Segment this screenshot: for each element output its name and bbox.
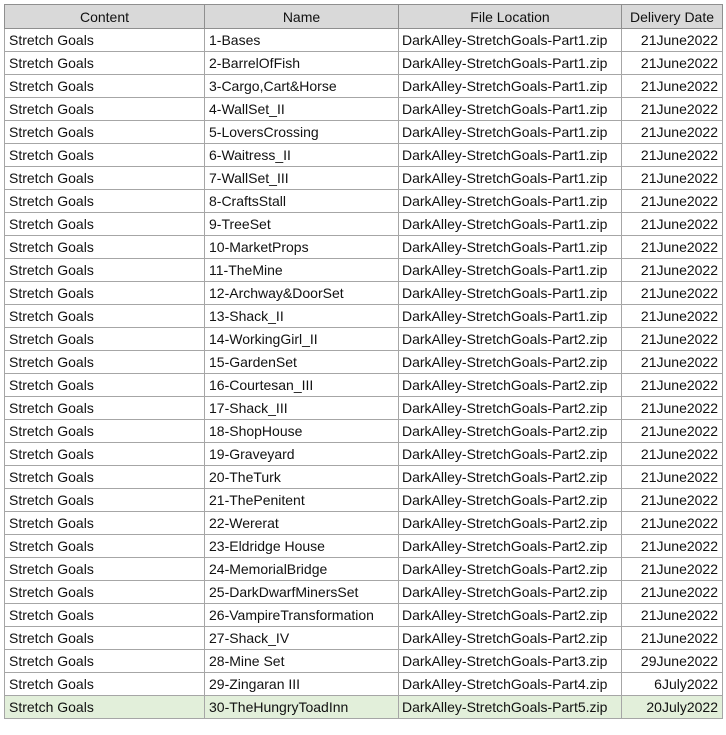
cell-delivery-date[interactable]: 21June2022 — [622, 52, 723, 75]
cell-file-location[interactable]: DarkAlley-StretchGoals-Part4.zip — [399, 673, 622, 696]
cell-name[interactable]: 28-Mine Set — [205, 650, 399, 673]
cell-name[interactable]: 22-Wererat — [205, 512, 399, 535]
cell-file-location[interactable]: DarkAlley-StretchGoals-Part2.zip — [399, 443, 622, 466]
cell-file-location[interactable]: DarkAlley-StretchGoals-Part2.zip — [399, 328, 622, 351]
cell-content[interactable]: Stretch Goals — [5, 167, 205, 190]
cell-file-location[interactable]: DarkAlley-StretchGoals-Part2.zip — [399, 420, 622, 443]
cell-delivery-date[interactable]: 21June2022 — [622, 558, 723, 581]
cell-file-location[interactable]: DarkAlley-StretchGoals-Part2.zip — [399, 627, 622, 650]
cell-name[interactable]: 30-TheHungryToadInn — [205, 696, 399, 719]
cell-file-location[interactable]: DarkAlley-StretchGoals-Part1.zip — [399, 190, 622, 213]
delivery-table-container — [4, 4, 722, 719]
cell-file-location[interactable]: DarkAlley-StretchGoals-Part2.zip — [399, 535, 622, 558]
cell-name[interactable]: 24-MemorialBridge — [205, 558, 399, 581]
cell-name[interactable]: 8-CraftsStall — [205, 190, 399, 213]
cell-content[interactable]: Stretch Goals — [5, 98, 205, 121]
cell-delivery-date[interactable]: 21June2022 — [622, 259, 723, 282]
cell-content[interactable]: Stretch Goals — [5, 282, 205, 305]
cell-name[interactable]: 29-Zingaran III — [205, 673, 399, 696]
cell-file-location[interactable]: DarkAlley-StretchGoals-Part1.zip — [399, 144, 622, 167]
table-row[interactable] — [5, 673, 723, 696]
cell-delivery-date[interactable]: 20July2022 — [622, 696, 723, 719]
cell-file-location[interactable]: DarkAlley-StretchGoals-Part2.zip — [399, 581, 622, 604]
cell-name[interactable]: 9-TreeSet — [205, 213, 399, 236]
cell-delivery-date[interactable]: 21June2022 — [622, 167, 723, 190]
cell-file-location[interactable]: DarkAlley-StretchGoals-Part1.zip — [399, 305, 622, 328]
cell-file-location[interactable]: DarkAlley-StretchGoals-Part1.zip — [399, 282, 622, 305]
cell-name[interactable]: 23-Eldridge House — [205, 535, 399, 558]
table-row[interactable] — [5, 29, 723, 52]
cell-delivery-date[interactable]: 21June2022 — [622, 144, 723, 167]
cell-content[interactable]: Stretch Goals — [5, 512, 205, 535]
cell-file-location[interactable]: DarkAlley-StretchGoals-Part2.zip — [399, 512, 622, 535]
cell-content[interactable]: Stretch Goals — [5, 213, 205, 236]
cell-name[interactable]: 1-Bases — [205, 29, 399, 52]
cell-name[interactable]: 12-Archway&DoorSet — [205, 282, 399, 305]
cell-name[interactable]: 11-TheMine — [205, 259, 399, 282]
table-row[interactable] — [5, 259, 723, 282]
table-row[interactable] — [5, 236, 723, 259]
table-row[interactable] — [5, 604, 723, 627]
cell-file-location[interactable]: DarkAlley-StretchGoals-Part1.zip — [399, 98, 622, 121]
cell-delivery-date[interactable]: 21June2022 — [622, 604, 723, 627]
table-row[interactable] — [5, 121, 723, 144]
cell-file-location[interactable]: DarkAlley-StretchGoals-Part1.zip — [399, 167, 622, 190]
table-row[interactable] — [5, 489, 723, 512]
cell-content[interactable]: Stretch Goals — [5, 696, 205, 719]
table-row[interactable] — [5, 581, 723, 604]
cell-content[interactable]: Stretch Goals — [5, 75, 205, 98]
cell-name[interactable]: 14-WorkingGirl_II — [205, 328, 399, 351]
table-body — [5, 29, 723, 719]
cell-content[interactable]: Stretch Goals — [5, 29, 205, 52]
table-row[interactable] — [5, 98, 723, 121]
table-row[interactable] — [5, 213, 723, 236]
cell-delivery-date[interactable]: 21June2022 — [622, 443, 723, 466]
table-row[interactable] — [5, 420, 723, 443]
cell-delivery-date[interactable]: 21June2022 — [622, 29, 723, 52]
cell-content[interactable]: Stretch Goals — [5, 259, 205, 282]
cell-file-location[interactable]: DarkAlley-StretchGoals-Part2.zip — [399, 558, 622, 581]
table-row[interactable] — [5, 466, 723, 489]
cell-delivery-date[interactable]: 21June2022 — [622, 466, 723, 489]
cell-content[interactable]: Stretch Goals — [5, 466, 205, 489]
cell-content[interactable]: Stretch Goals — [5, 328, 205, 351]
cell-delivery-date[interactable]: 29June2022 — [622, 650, 723, 673]
table-row[interactable] — [5, 52, 723, 75]
cell-name[interactable]: 26-VampireTransformation — [205, 604, 399, 627]
cell-content[interactable]: Stretch Goals — [5, 397, 205, 420]
table-row[interactable] — [5, 305, 723, 328]
cell-file-location[interactable]: DarkAlley-StretchGoals-Part1.zip — [399, 52, 622, 75]
cell-file-location[interactable]: DarkAlley-StretchGoals-Part2.zip — [399, 397, 622, 420]
cell-name[interactable]: 20-TheTurk — [205, 466, 399, 489]
cell-delivery-date[interactable]: 21June2022 — [622, 397, 723, 420]
cell-delivery-date[interactable]: 21June2022 — [622, 282, 723, 305]
cell-file-location[interactable]: DarkAlley-StretchGoals-Part2.zip — [399, 604, 622, 627]
cell-name[interactable]: 4-WallSet_II — [205, 98, 399, 121]
cell-delivery-date[interactable]: 21June2022 — [622, 190, 723, 213]
cell-content[interactable]: Stretch Goals — [5, 581, 205, 604]
delivery-table — [4, 4, 723, 719]
cell-file-location[interactable]: DarkAlley-StretchGoals-Part3.zip — [399, 650, 622, 673]
table-row[interactable] — [5, 627, 723, 650]
cell-content[interactable]: Stretch Goals — [5, 535, 205, 558]
cell-delivery-date[interactable]: 21June2022 — [622, 512, 723, 535]
table-row[interactable] — [5, 167, 723, 190]
cell-name[interactable]: 10-MarketProps — [205, 236, 399, 259]
table-header-row — [5, 5, 723, 29]
column-header-file-location[interactable]: File Location — [399, 5, 622, 29]
cell-name[interactable]: 7-WallSet_III — [205, 167, 399, 190]
table-row[interactable] — [5, 397, 723, 420]
table-row[interactable] — [5, 144, 723, 167]
table-row[interactable] — [5, 374, 723, 397]
table-row[interactable] — [5, 328, 723, 351]
cell-content[interactable]: Stretch Goals — [5, 351, 205, 374]
table-row[interactable] — [5, 512, 723, 535]
cell-file-location[interactable]: DarkAlley-StretchGoals-Part1.zip — [399, 236, 622, 259]
cell-name[interactable]: 13-Shack_II — [205, 305, 399, 328]
cell-content[interactable]: Stretch Goals — [5, 558, 205, 581]
cell-delivery-date[interactable]: 21June2022 — [622, 121, 723, 144]
cell-delivery-date[interactable]: 21June2022 — [622, 627, 723, 650]
cell-delivery-date[interactable]: 21June2022 — [622, 535, 723, 558]
table-row[interactable] — [5, 282, 723, 305]
cell-content[interactable]: Stretch Goals — [5, 604, 205, 627]
cell-content[interactable]: Stretch Goals — [5, 52, 205, 75]
cell-file-location[interactable]: DarkAlley-StretchGoals-Part1.zip — [399, 121, 622, 144]
cell-name[interactable]: 3-Cargo,Cart&Horse — [205, 75, 399, 98]
table-row[interactable] — [5, 75, 723, 98]
cell-name[interactable]: 21-ThePenitent — [205, 489, 399, 512]
cell-delivery-date[interactable]: 21June2022 — [622, 351, 723, 374]
table-row[interactable] — [5, 351, 723, 374]
cell-delivery-date[interactable]: 21June2022 — [622, 75, 723, 98]
cell-content[interactable]: Stretch Goals — [5, 443, 205, 466]
cell-content[interactable]: Stretch Goals — [5, 627, 205, 650]
table-row[interactable] — [5, 535, 723, 558]
cell-delivery-date[interactable]: 21June2022 — [622, 213, 723, 236]
cell-content[interactable]: Stretch Goals — [5, 236, 205, 259]
cell-content[interactable]: Stretch Goals — [5, 305, 205, 328]
cell-delivery-date[interactable]: 6July2022 — [622, 673, 723, 696]
cell-name[interactable]: 27-Shack_IV — [205, 627, 399, 650]
cell-name[interactable]: 18-ShopHouse — [205, 420, 399, 443]
table-row[interactable] — [5, 558, 723, 581]
cell-delivery-date[interactable]: 21June2022 — [622, 581, 723, 604]
cell-content[interactable]: Stretch Goals — [5, 420, 205, 443]
column-header-content[interactable]: Content — [5, 5, 205, 29]
cell-name[interactable]: 16-Courtesan_III — [205, 374, 399, 397]
cell-file-location[interactable]: DarkAlley-StretchGoals-Part2.zip — [399, 466, 622, 489]
cell-delivery-date[interactable]: 21June2022 — [622, 489, 723, 512]
cell-delivery-date[interactable]: 21June2022 — [622, 374, 723, 397]
cell-delivery-date[interactable]: 21June2022 — [622, 236, 723, 259]
table-row[interactable] — [5, 190, 723, 213]
cell-file-location[interactable]: DarkAlley-StretchGoals-Part1.zip — [399, 213, 622, 236]
cell-content[interactable]: Stretch Goals — [5, 121, 205, 144]
cell-content[interactable]: Stretch Goals — [5, 489, 205, 512]
cell-content[interactable]: Stretch Goals — [5, 190, 205, 213]
cell-content[interactable]: Stretch Goals — [5, 673, 205, 696]
cell-file-location[interactable]: DarkAlley-StretchGoals-Part1.zip — [399, 29, 622, 52]
cell-name[interactable]: 19-Graveyard — [205, 443, 399, 466]
cell-file-location[interactable]: DarkAlley-StretchGoals-Part2.zip — [399, 489, 622, 512]
cell-file-location[interactable]: DarkAlley-StretchGoals-Part2.zip — [399, 374, 622, 397]
table-row[interactable] — [5, 650, 723, 673]
cell-content[interactable]: Stretch Goals — [5, 650, 205, 673]
cell-name[interactable]: 6-Waitress_II — [205, 144, 399, 167]
cell-name[interactable]: 5-LoversCrossing — [205, 121, 399, 144]
cell-content[interactable]: Stretch Goals — [5, 144, 205, 167]
column-header-name[interactable]: Name — [205, 5, 399, 29]
cell-file-location[interactable]: DarkAlley-StretchGoals-Part1.zip — [399, 75, 622, 98]
cell-file-location[interactable]: DarkAlley-StretchGoals-Part1.zip — [399, 259, 622, 282]
cell-name[interactable]: 2-BarrelOfFish — [205, 52, 399, 75]
cell-delivery-date[interactable]: 21June2022 — [622, 305, 723, 328]
cell-content[interactable]: Stretch Goals — [5, 374, 205, 397]
cell-name[interactable]: 25-DarkDwarfMinersSet — [205, 581, 399, 604]
cell-delivery-date[interactable]: 21June2022 — [622, 328, 723, 351]
column-header-delivery-date[interactable]: Delivery Date — [622, 5, 723, 29]
cell-delivery-date[interactable]: 21June2022 — [622, 420, 723, 443]
cell-name[interactable]: 17-Shack_III — [205, 397, 399, 420]
table-row[interactable] — [5, 443, 723, 466]
cell-name[interactable]: 15-GardenSet — [205, 351, 399, 374]
cell-file-location[interactable]: DarkAlley-StretchGoals-Part2.zip — [399, 351, 622, 374]
table-row[interactable] — [5, 696, 723, 719]
cell-file-location[interactable]: DarkAlley-StretchGoals-Part5.zip — [399, 696, 622, 719]
cell-delivery-date[interactable]: 21June2022 — [622, 98, 723, 121]
